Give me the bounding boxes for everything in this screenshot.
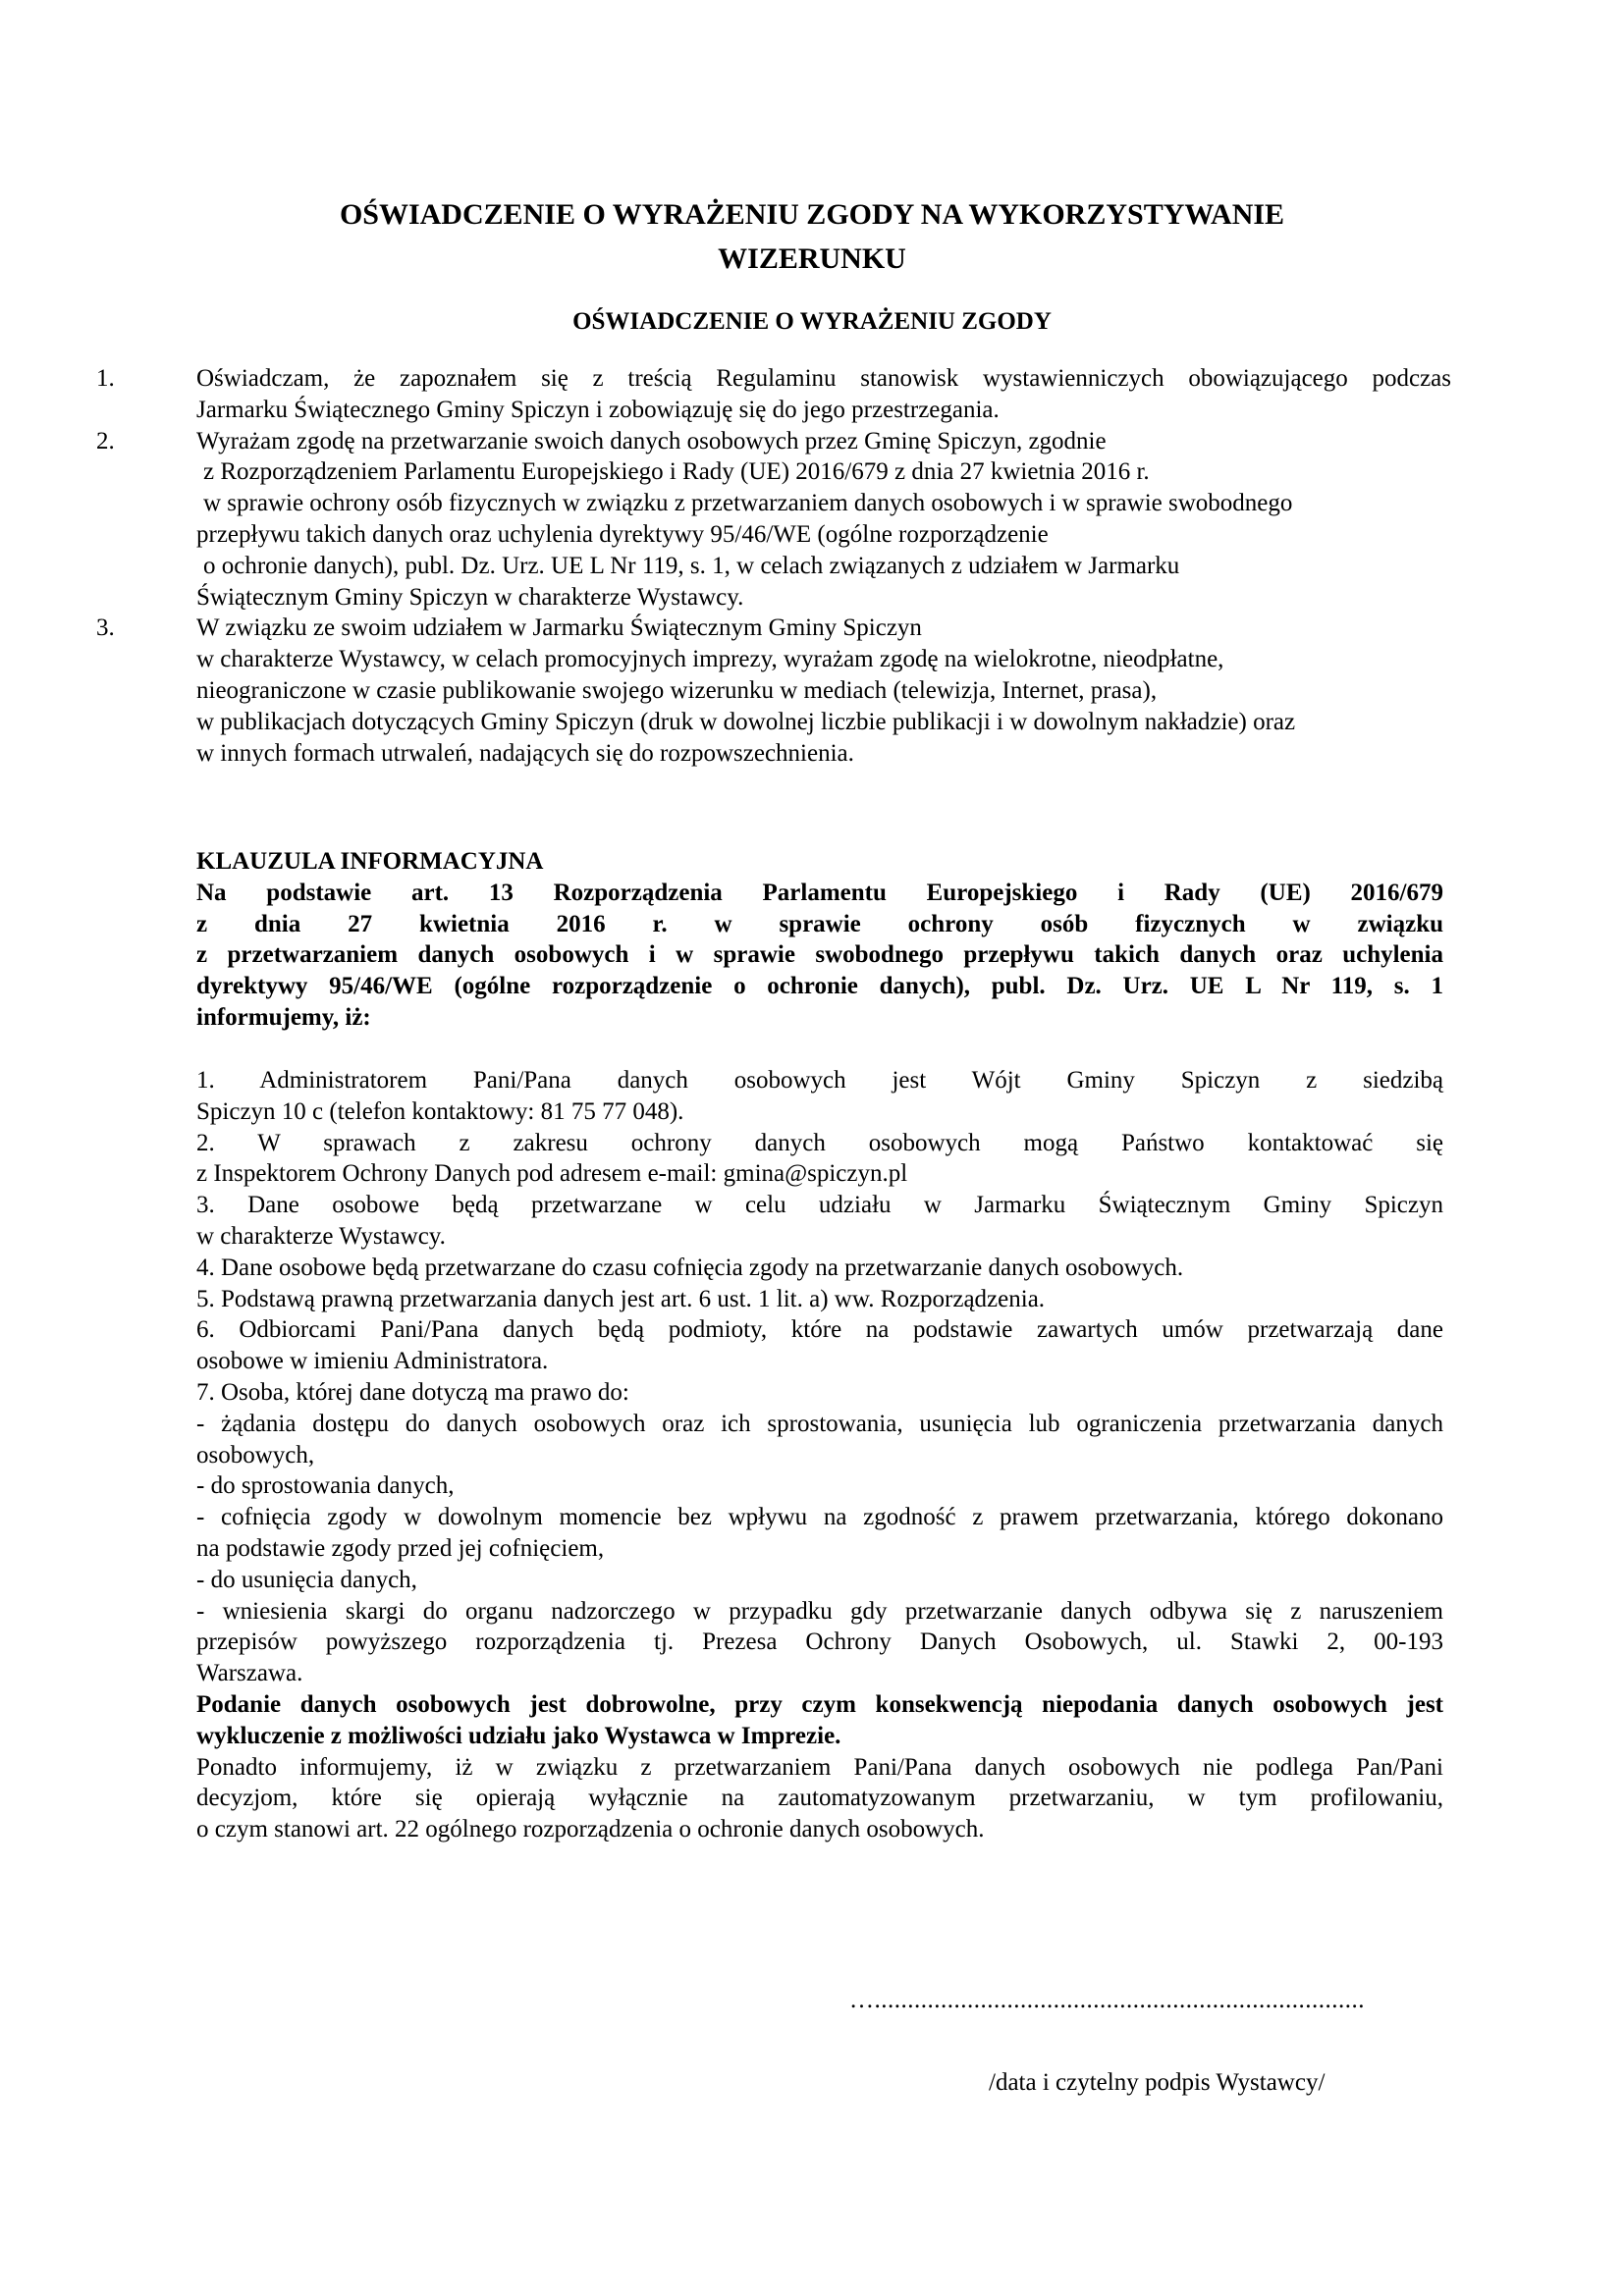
title-line-1: OŚWIADCZENIE O WYRAŻENIU ZGODY NA WYKORZYSTYWANIE <box>339 198 1285 231</box>
info-line: 7. Osoba, której dane dotyczą ma prawo do: <box>196 1378 629 1406</box>
information-clause <box>196 846 1443 1034</box>
clause-line: informujemy, iż: <box>196 1003 371 1031</box>
info-line: - wniesienia skargi do organu nadzorczego w przypadku gdy przetwarzanie danych odbywa się z naruszeniem <box>196 1597 1443 1625</box>
declaration-line: Oświadczam, że zapoznałem się z treścią Regulaminu stanowisk wystawienniczych obowiązującego podczas <box>196 365 1451 392</box>
info-line: osobowe w imieniu Administratora. <box>196 1348 549 1375</box>
declaration-number: 3. <box>96 614 115 642</box>
info-line: na podstawie zgody przed jej cofnięciem, <box>196 1534 605 1562</box>
clause-heading: KLAUZULA INFORMACYJNA <box>196 848 544 875</box>
declaration-line: nieograniczone w czasie publikowanie swojego wizerunku w mediach (telewizja, Internet, prasa), <box>196 676 1158 704</box>
info-line: Ponadto informujemy, iż w związku z przetwarzaniem Pani/Pana danych osobowych nie podlega Pan/Pani <box>196 1753 1443 1781</box>
declarations-list <box>96 363 1451 769</box>
info-line: przepisów powyższego rozporządzenia tj. Prezesa Ochrony Danych Osobowych, ul. Stawki 2, 00-193 <box>196 1629 1443 1656</box>
info-line: decyzjom, które się opierają wyłącznie na zautomatyzowanym przetwarzaniu, w tym profilowaniu, <box>196 1785 1443 1812</box>
info-line: 6. Odbiorcami Pani/Pana danych będą podmioty, które na podstawie zawartych umów przetwarzają dane <box>196 1316 1443 1344</box>
title-line-2: WIZERUNKU <box>718 242 906 275</box>
declaration-line: przepływu takich danych oraz uchylenia dyrektywy 95/46/WE (ogólne rozporządzenie <box>196 520 1049 548</box>
declaration-line: Świątecznym Gminy Spiczyn w charakterze Wystawcy. <box>196 583 744 611</box>
signature-caption: /data i czytelny podpis Wystawcy/ <box>989 2069 1326 2096</box>
declaration-item <box>96 363 1451 426</box>
info-line: Spiczyn 10 c (telefon kontaktowy: 81 75 77 048). <box>196 1097 684 1125</box>
declaration-item <box>96 426 1451 614</box>
info-line-bold: wykluczenie z możliwości udziału jako Wystawca w Imprezie. <box>196 1722 841 1749</box>
declaration-text <box>196 613 1451 769</box>
declaration-line: o ochronie danych), publ. Dz. Urz. UE L Nr 119, s. 1, w celach związanych z udziałem w Jarmarku <box>203 552 1180 579</box>
clause-line: z przetwarzaniem danych osobowych i w sprawie swobodnego przepływu takich danych oraz uchylenia <box>196 941 1443 969</box>
clause-line: Na podstawie art. 13 Rozporządzenia Parlamentu Europejskiego i Rady (UE) 2016/679 <box>196 879 1443 906</box>
declaration-number: 1. <box>96 365 115 392</box>
info-line-bold: Podanie danych osobowych jest dobrowolne, przy czym konsekwencją niepodania danych osobowych jest <box>196 1690 1443 1718</box>
info-line: osobowych, <box>196 1441 315 1468</box>
info-line: - żądania dostępu do danych osobowych oraz ich sprostowania, usunięcia lub ograniczenia przetwarzania danych <box>196 1410 1443 1437</box>
info-line: Warszawa. <box>196 1660 303 1687</box>
declaration-item <box>96 613 1451 769</box>
declaration-line: w charakterze Wystawcy, w celach promocyjnych imprezy, wyrażam zgodę na wielokrotne, nieodpłatne, <box>196 646 1224 673</box>
declaration-number: 2. <box>96 427 115 454</box>
info-line: - cofnięcia zgody w dowolnym momencie bez wpływu na zgodność z prawem przetwarzania, którego dokonano <box>196 1504 1443 1531</box>
information-points <box>196 1065 1443 1845</box>
info-line: z Inspektorem Ochrony Danych pod adresem e-mail: gmina@spiczyn.pl <box>196 1160 908 1188</box>
info-line: - do sprostowania danych, <box>196 1472 455 1500</box>
declaration-line: z Rozporządzeniem Parlamentu Europejskiego i Rady (UE) 2016/679 z dnia 27 kwietnia 2016 r. <box>203 458 1150 486</box>
signature-line: ….......................................................................... <box>849 1987 1365 2013</box>
info-line: 1. Administratorem Pani/Pana danych osobowych jest Wójt Gminy Spiczyn z siedzibą <box>196 1067 1443 1094</box>
declaration-line: w innych formach utrwaleń, nadających się do rozpowszechnienia. <box>196 739 854 767</box>
declaration-line: Wyrażam zgodę na przetwarzanie swoich danych osobowych przez Gminę Spiczyn, zgodnie <box>196 427 1107 454</box>
declaration-line: w sprawie ochrony osób fizycznych w związku z przetwarzaniem danych osobowych i w sprawie swobodnego <box>203 490 1293 517</box>
document-title <box>196 192 1428 281</box>
declaration-line: Jarmarku Świątecznego Gminy Spiczyn i zobowiązuję się do jego przestrzegania. <box>196 396 1000 423</box>
declaration-text <box>196 363 1451 426</box>
clause-line: dyrektywy 95/46/WE (ogólne rozporządzenie o ochronie danych), publ. Dz. Urz. UE L Nr 119, s. 1 <box>196 973 1443 1000</box>
declaration-line: W związku ze swoim udziałem w Jarmarku Świątecznym Gminy Spiczyn <box>196 614 922 642</box>
info-line: 5. Podstawą prawną przetwarzania danych jest art. 6 ust. 1 lit. a) ww. Rozporządzenia. <box>196 1285 1046 1312</box>
declaration-line: w publikacjach dotyczących Gminy Spiczyn (druk w dowolnej liczbie publikacji i w dowolnym nakładzie) oraz <box>196 708 1296 735</box>
info-line: 4. Dane osobowe będą przetwarzane do czasu cofnięcia zgody na przetwarzanie danych osobowych. <box>196 1254 1184 1281</box>
document-subtitle: OŚWIADCZENIE O WYRAŻENIU ZGODY <box>572 308 1052 335</box>
info-line: o czym stanowi art. 22 ogólnego rozporządzenia o ochronie danych osobowych. <box>196 1816 985 1843</box>
declaration-text <box>196 426 1451 614</box>
info-line: 2. W sprawach z zakresu ochrony danych osobowych mogą Państwo kontaktować się <box>196 1129 1443 1156</box>
info-line: - do usunięcia danych, <box>196 1566 417 1593</box>
info-line: w charakterze Wystawcy. <box>196 1222 446 1250</box>
clause-line: z dnia 27 kwietnia 2016 r. w sprawie ochrony osób fizycznych w związku <box>196 910 1443 937</box>
info-line: 3. Dane osobowe będą przetwarzane w celu udziału w Jarmarku Świątecznym Gminy Spiczyn <box>196 1192 1443 1219</box>
